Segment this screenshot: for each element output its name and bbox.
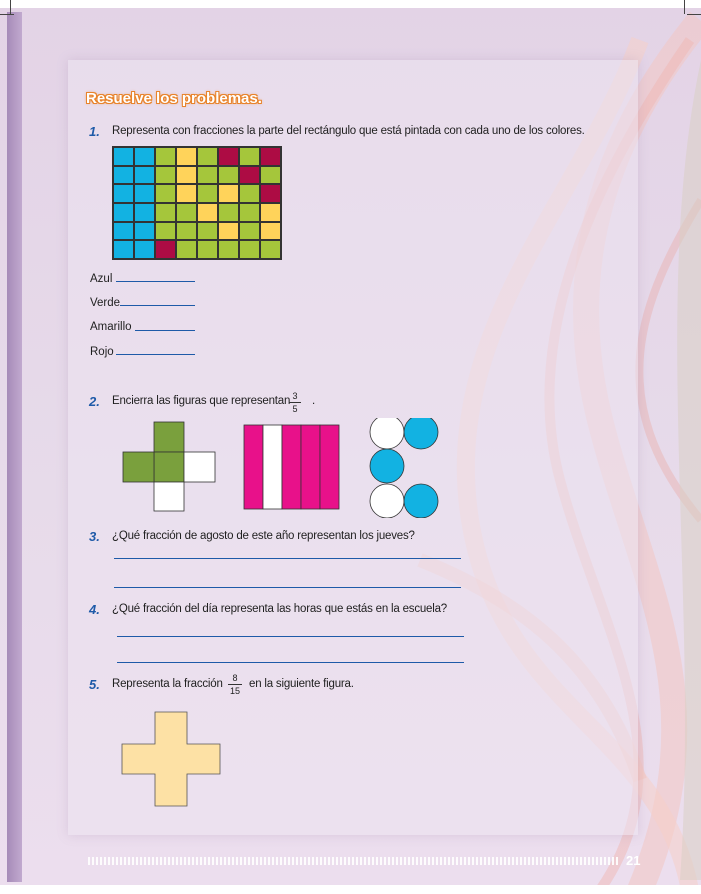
page-trim-top — [0, 0, 701, 8]
problem-number: 2. — [89, 394, 100, 409]
answer-line[interactable] — [116, 281, 195, 282]
grid-cell-green — [239, 184, 260, 203]
page-number: 21 — [626, 853, 641, 868]
problem-text: Encierra las figuras que representan — [112, 395, 291, 407]
grid-cell-green — [197, 184, 218, 203]
problem-number: 5. — [89, 677, 100, 692]
fraction-grid — [112, 146, 282, 260]
crop-mark — [10, 0, 11, 14]
grid-cell-blue — [134, 147, 155, 166]
problem-text: Representa con fracciones la parte del rectángulo que está pintada con cada uno de los colores. — [112, 125, 585, 137]
grid-cell-green — [260, 166, 281, 185]
grid-cell-green — [218, 240, 239, 259]
grid-cell-blue — [113, 184, 134, 203]
fraction-denominator: 15 — [229, 686, 240, 696]
problem-suffix: . — [312, 395, 315, 407]
grid-cell-green — [155, 222, 176, 241]
problem-suffix: en la siguiente figura. — [249, 678, 354, 690]
grid-cell-blue — [134, 222, 155, 241]
answer-line[interactable] — [116, 354, 195, 355]
footer-stripe — [88, 857, 620, 865]
label-rojo: Rojo — [90, 346, 114, 358]
problem-text: Representa la fracción — [112, 678, 223, 690]
grid-cell-blue — [134, 166, 155, 185]
page-trim-bottom — [0, 885, 701, 894]
grid-cell-green — [260, 240, 281, 259]
grid-cell-red — [155, 240, 176, 259]
grid-cell-yellow — [260, 222, 281, 241]
answer-line[interactable] — [120, 305, 195, 306]
problem-text: ¿Qué fracción del día representa las horas que estás en la escuela? — [112, 603, 448, 615]
label-verde: Verde — [90, 297, 121, 309]
fraction-numerator: 8 — [232, 673, 238, 683]
grid-cell-green — [155, 147, 176, 166]
crop-mark — [684, 0, 685, 14]
fraction-numerator: 3 — [292, 391, 298, 401]
grid-cell-green — [155, 184, 176, 203]
problem-text: ¿Qué fracción de agosto de este año representan los jueves? — [112, 530, 415, 542]
answer-line[interactable] — [114, 587, 461, 588]
grid-cell-blue — [113, 222, 134, 241]
figures-set — [118, 418, 443, 518]
grid-cell-green — [197, 166, 218, 185]
answer-line[interactable] — [117, 636, 464, 637]
grid-cell-blue — [134, 203, 155, 222]
striped-rectangle-figure[interactable] — [244, 425, 339, 509]
grid-cell-green — [176, 203, 197, 222]
fraction-eight-fifteenths — [228, 673, 242, 696]
book-spine — [7, 12, 22, 882]
grid-cell-yellow — [218, 222, 239, 241]
grid-cell-green — [197, 240, 218, 259]
problem-number: 3. — [89, 529, 100, 544]
answer-line[interactable] — [135, 330, 195, 331]
grid-cell-green — [176, 222, 197, 241]
circles-figure[interactable] — [370, 418, 438, 518]
grid-cell-yellow — [176, 147, 197, 166]
grid-cell-green — [197, 222, 218, 241]
answer-line[interactable] — [114, 558, 461, 559]
grid-cell-yellow — [176, 184, 197, 203]
grid-cell-blue — [113, 166, 134, 185]
plus-shape-figure[interactable] — [120, 710, 224, 810]
grid-cell-yellow — [218, 184, 239, 203]
grid-cell-blue — [113, 240, 134, 259]
grid-cell-blue — [134, 240, 155, 259]
grid-cell-green — [218, 166, 239, 185]
problem-number: 1. — [89, 124, 100, 139]
answer-line[interactable] — [117, 662, 464, 663]
grid-cell-green — [176, 240, 197, 259]
fraction-denominator: 5 — [292, 404, 298, 414]
grid-cell-green — [155, 166, 176, 185]
grid-cell-green — [239, 203, 260, 222]
grid-cell-green — [239, 240, 260, 259]
grid-cell-red — [260, 184, 281, 203]
crop-mark — [687, 14, 701, 15]
fraction-three-fifths — [289, 391, 301, 414]
grid-cell-green — [239, 147, 260, 166]
grid-cell-yellow — [260, 203, 281, 222]
label-azul: Azul — [90, 273, 113, 285]
grid-cell-green — [239, 222, 260, 241]
section-title: Resuelve los problemas. — [86, 90, 262, 107]
grid-cell-red — [239, 166, 260, 185]
problem-number: 4. — [89, 602, 100, 617]
grid-cell-blue — [134, 184, 155, 203]
grid-cell-green — [218, 203, 239, 222]
label-amarillo: Amarillo — [90, 321, 132, 333]
crop-mark — [0, 14, 14, 15]
grid-cell-blue — [113, 147, 134, 166]
grid-cell-red — [218, 147, 239, 166]
cross-shape-figure[interactable] — [123, 422, 215, 511]
grid-cell-yellow — [176, 166, 197, 185]
grid-cell-blue — [113, 203, 134, 222]
grid-cell-red — [260, 147, 281, 166]
grid-cell-green — [197, 147, 218, 166]
grid-cell-yellow — [197, 203, 218, 222]
grid-cell-green — [155, 203, 176, 222]
